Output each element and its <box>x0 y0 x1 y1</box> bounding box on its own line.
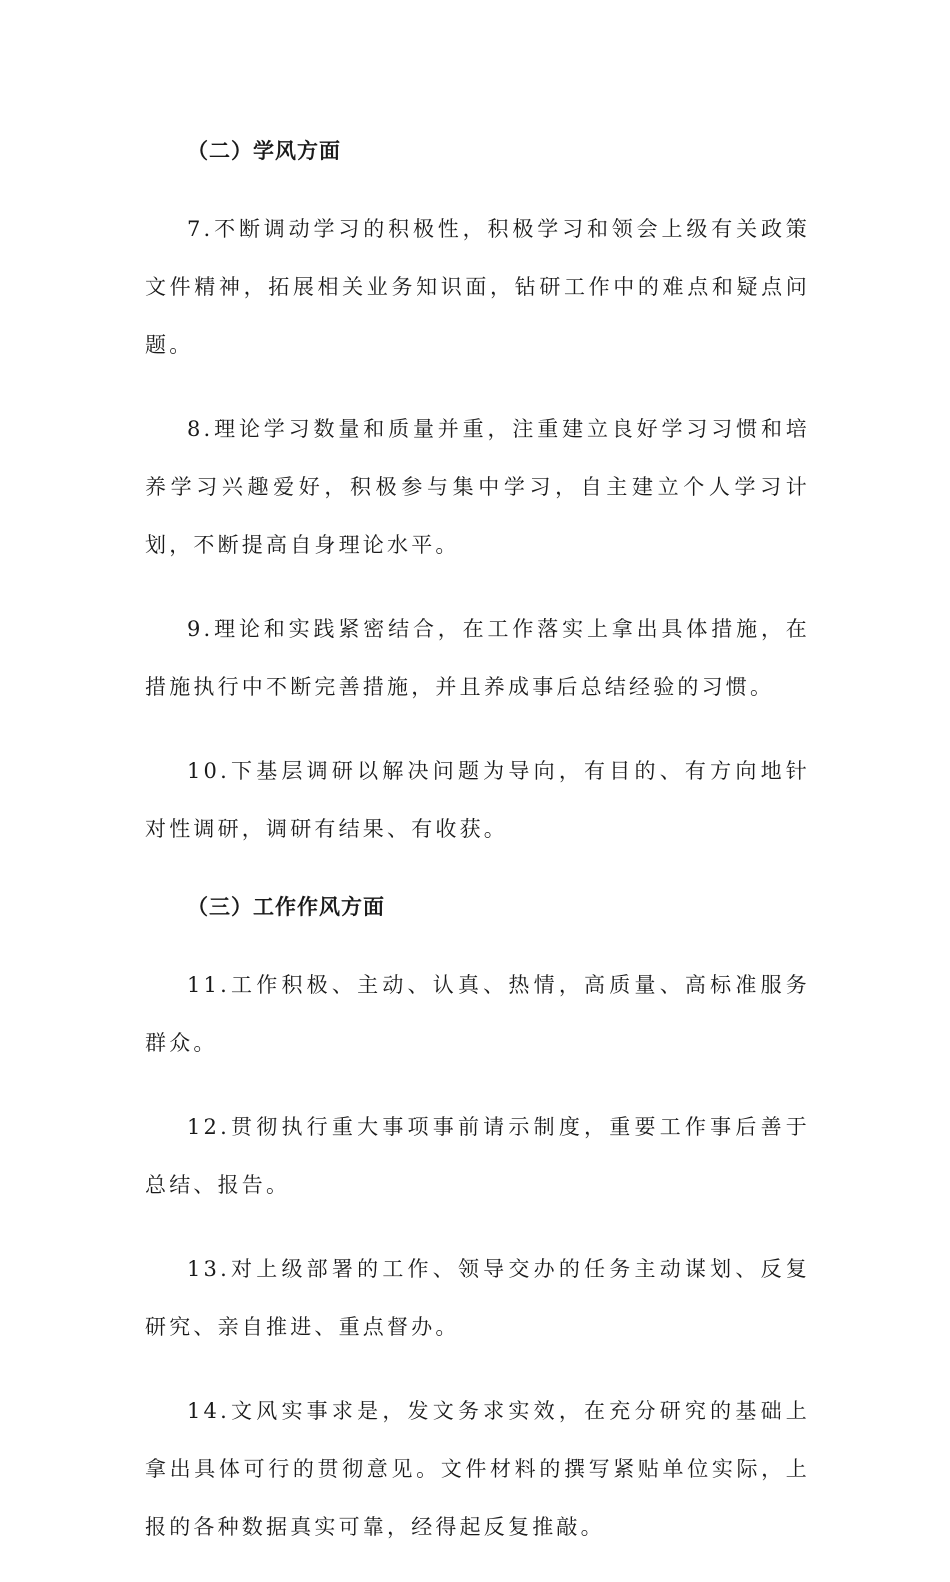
list-item-7: 7.不断调动学习的积极性，积极学习和领会上级有关政策文件精神，拓展相关业务知识面，钻研工作中的难点和疑点问题。 <box>145 217 810 357</box>
list-item-10: 10.下基层调研以解决问题为导向，有目的、有方向地针对性调研，调研有结果、有收获。 <box>145 759 810 841</box>
list-item-8: 8.理论学习数量和质量并重，注重建立良好学习习惯和培养学习兴趣爱好，积极参与集中学习，自主建立个人学习计划，不断提高自身理论水平。 <box>145 417 810 557</box>
list-item-11: 11.工作积极、主动、认真、热情，高质量、高标准服务群众。 <box>145 973 810 1055</box>
list-item-9: 9.理论和实践紧密结合，在工作落实上拿出具体措施，在措施执行中不断完善措施，并且养成事后总结经验的习惯。 <box>145 617 810 699</box>
section-heading-study-style: （二）学风方面 <box>187 139 341 163</box>
list-item-13: 13.对上级部署的工作、领导交办的任务主动谋划、反复研究、亲自推进、重点督办。 <box>145 1257 810 1339</box>
section-heading-work-style: （三）工作作风方面 <box>187 895 385 919</box>
list-item-14: 14.文风实事求是，发文务求实效，在充分研究的基础上拿出具体可行的贯彻意见。文件材料的撰写紧贴单位实际，上报的各种数据真实可靠，经得起反复推敲。 <box>145 1399 810 1539</box>
document-body <box>145 128 810 1582</box>
list-item-12: 12.贯彻执行重大事项事前请示制度，重要工作事后善于总结、报告。 <box>145 1115 810 1197</box>
